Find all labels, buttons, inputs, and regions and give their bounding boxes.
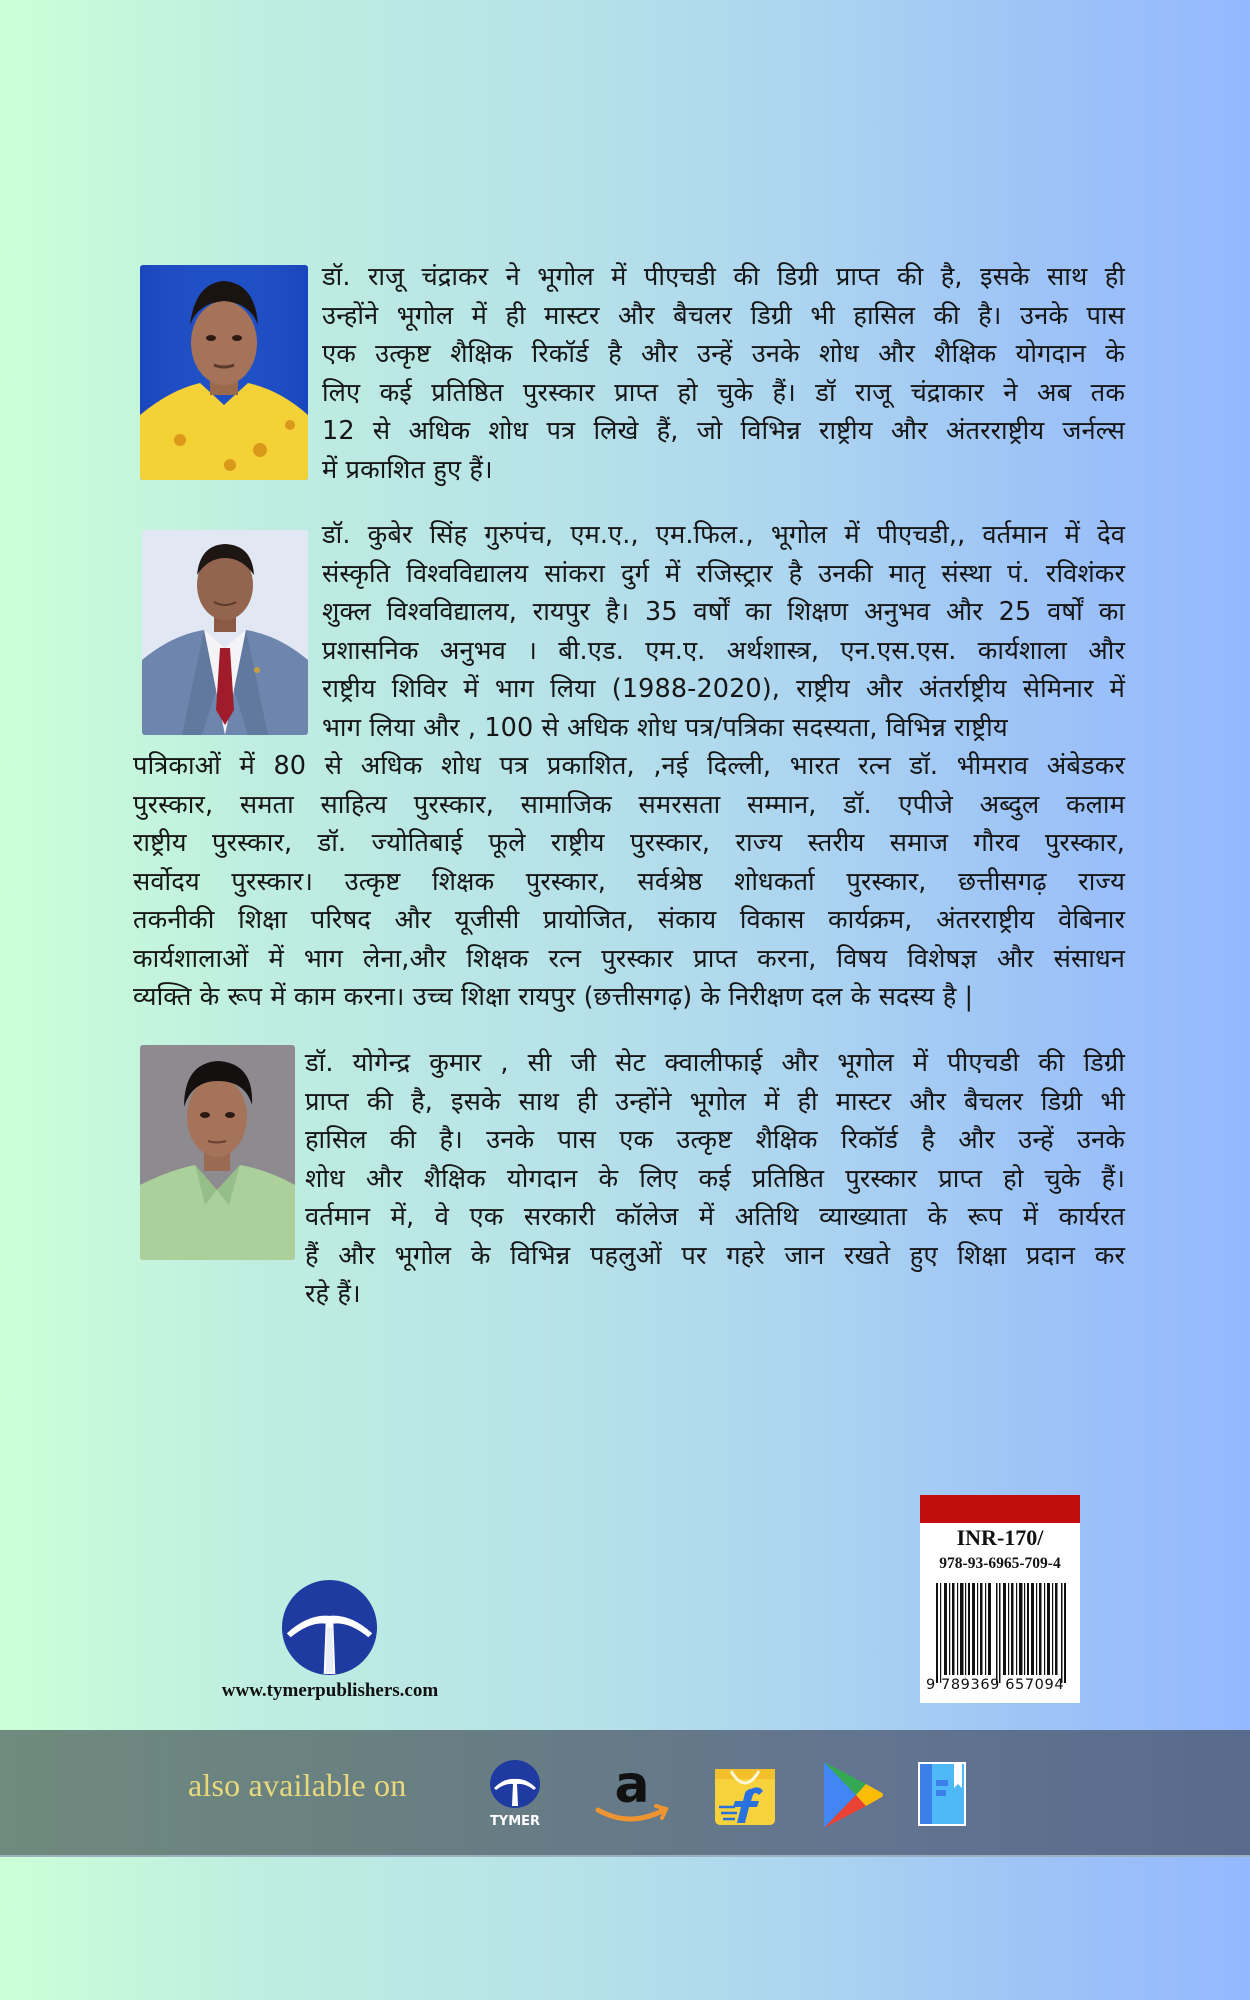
bio-line: प्राप्त की है, इसके साथ ही उन्होंने भूगोल में ही मास्टर और बैचलर डिग्री भी — [305, 1086, 1125, 1117]
publisher-website[interactable]: www.tymerpublishers.com — [221, 1680, 439, 1701]
author-photo-kuber-singh-gurupanch — [142, 530, 308, 735]
amazon-icon[interactable] — [592, 1758, 672, 1828]
bio-line: शोध और शैक्षिक योगदान के लिए कई प्रतिष्ठित पुरस्कार प्राप्त हो चुके हैं। — [305, 1163, 1125, 1194]
author-photo-yogendra-kumar — [140, 1045, 295, 1260]
availability-bar — [0, 1730, 1250, 1857]
bio-line: राष्ट्रीय पुरस्कार, डॉ. ज्योतिबाई फूले राष्ट्रीय पुरस्कार, राज्य स्तरीय समाज गौरव पुरस्कार, — [133, 828, 1125, 858]
bio-line: लिए कई प्रतिष्ठित पुरस्कार प्राप्त हो चुके हैं। डॉ राजू चंद्राकार ने अब तक — [322, 377, 1125, 408]
google-play-books-icon[interactable] — [918, 1762, 966, 1826]
bio-line: 12 से अधिक शोध पत्र लिखे हैं, जो विभिन्न राष्ट्रीय और अंतरराष्ट्रीय जर्नल्स — [322, 416, 1125, 446]
bio-line: वर्तमान में, वे एक सरकारी कॉलेज में अतिथि व्याख्याता के रूप में कार्यरत — [305, 1202, 1125, 1232]
isbn-label: 978-93-6965-709-4 — [939, 1555, 1061, 1572]
bio-line: व्यक्ति के रूप में काम करना। उच्च शिक्षा रायपुर (छत्तीसगढ़) के निरीक्षण दल के सदस्य है | — [133, 982, 974, 1012]
price-band — [920, 1495, 1080, 1523]
svg-text:a: a — [614, 1758, 650, 1815]
bio-line: डॉ. कुबेर सिंह गुरुपंच, एम.ए., एम.फिल., भूगोल में पीएचडी,, वर्तमान में देव — [322, 520, 1125, 550]
barcode-icon — [934, 1583, 1067, 1683]
also-available-label: also available on — [188, 1767, 407, 1803]
tymer-store-icon[interactable] — [488, 1760, 542, 1828]
bio-line: हैं और भूगोल के विभिन्न पहलुओं पर गहरे जान रखते हुए शिक्षा प्रदान कर — [305, 1240, 1125, 1271]
tymer-publisher-logo — [281, 1579, 378, 1676]
bio-line: शुक्ल विश्वविद्यालय, रायपुर है। 35 वर्षों का शिक्षण अनुभव और 25 वर्षों का — [322, 597, 1125, 627]
bio-line: सर्वोदय पुरस्कार। उत्कृष्ट शिक्षक पुरस्कार, सर्वश्रेष्ठ शोधकर्ता पुरस्कार, छत्तीसगढ़ राज्य — [133, 866, 1125, 897]
bio-line: उन्होंने भूगोल में ही मास्टर और बैचलर डिग्री भी हासिल की है। उनके पास — [322, 300, 1125, 331]
bio-line: पुरस्कार, समता साहित्य पुरस्कार, सामाजिक समरसता सम्मान, डॉ. एपीजे अब्दुल कलाम — [133, 789, 1125, 820]
flipkart-icon[interactable] — [713, 1763, 777, 1825]
bio-line: संस्कृति विश्वविद्यालय सांकरा दुर्ग में रजिस्ट्रार है उनकी मातृ संस्था पं. रविशंकर — [322, 558, 1125, 589]
bio-line: डॉ. राजू चंद्राकर ने भूगोल में पीएचडी की डिग्री प्राप्त की है, इसके साथ ही — [322, 262, 1125, 292]
bio-line: कार्यशालाओं में भाग लेना,और शिक्षक रत्न पुरस्कार प्राप्त करना, विषय विशेषज्ञ और संसाधन — [133, 943, 1125, 974]
bio-line: डॉ. योगेन्द्र कुमार , सी जी सेट क्वालीफाई और भूगोल में पीएचडी की डिग्री — [305, 1048, 1125, 1078]
bio-line: रहे हैं। — [305, 1279, 361, 1309]
bio-line: एक उत्कृष्ट शैक्षिक रिकॉर्ड है और उन्हें उनके शोध और शैक्षिक योगदान के — [322, 339, 1125, 369]
bio-line: तकनीकी शिक्षा परिषद और यूजीसी प्रायोजित, संकाय विकास कार्यक्रम, अंतरराष्ट्रीय वेबिनार — [133, 905, 1125, 935]
price-isbn-box — [920, 1495, 1080, 1703]
barcode-digits: 9 789369 657094 — [926, 1677, 1065, 1693]
price-label: INR-170/ — [956, 1525, 1044, 1550]
svg-text:TYMER: TYMER — [489, 1814, 541, 1828]
google-play-icon[interactable] — [822, 1760, 884, 1830]
bio-line: पत्रिकाओं में 80 से अधिक शोध पत्र प्रकाशित, ,नई दिल्ली, भारत रत्न डॉ. भीमराव अंबेडकर — [133, 751, 1125, 781]
bio-line: भाग लिया और , 100 से अधिक शोध पत्र/पत्रिका सदस्यता, विभिन्न राष्ट्रीय — [322, 712, 1008, 743]
bio-line: में प्रकाशित हुए हैं। — [322, 454, 493, 485]
bio-line: प्रशासनिक अनुभव । बी.एड. एम.ए. अर्थशास्त्र, एन.एस.एस. कार्यशाला और — [322, 635, 1125, 666]
author-photo-raju-chandrakar — [140, 265, 308, 480]
bio-line: राष्ट्रीय शिविर में भाग लिया (1988-2020), राष्ट्रीय और अंतर्राष्ट्रीय सेमिनार में — [322, 674, 1125, 704]
bio-line: हासिल की है। उनके पास एक उत्कृष्ट शैक्षिक रिकॉर्ड है और उन्हें उनके — [305, 1125, 1125, 1155]
